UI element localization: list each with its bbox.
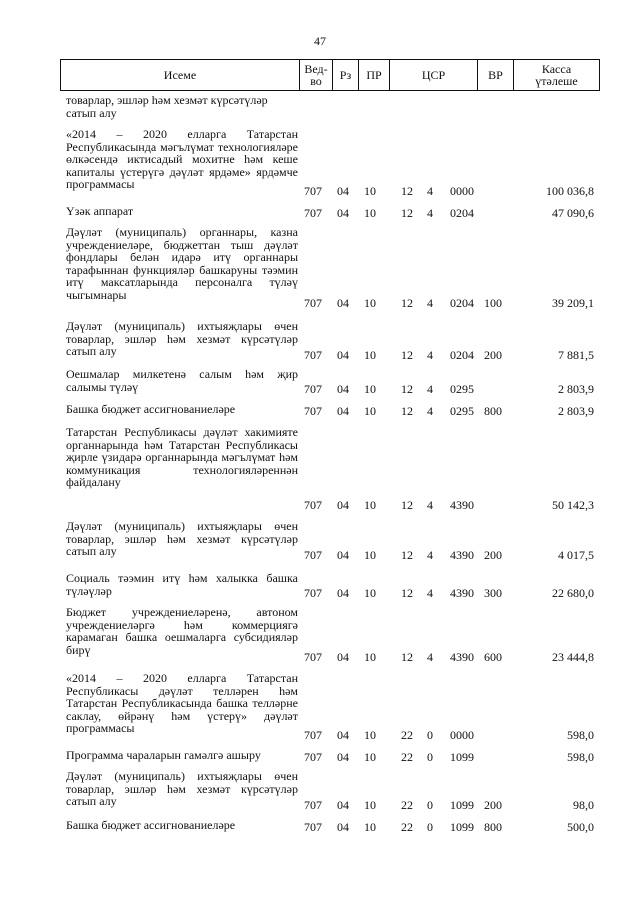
row-csr-code: 0295 (450, 404, 474, 418)
row-rz: 04 (337, 650, 349, 664)
row-name: Дәүләт (муниципаль) ихтыяҗлары өчен товарлар, эшләр һәм хезмәт күрсәтүләр сатып алу (66, 769, 298, 809)
row-pr: 10 (364, 296, 376, 310)
row-csr-program: 22 (401, 820, 413, 834)
row-pr: 10 (364, 206, 376, 220)
row-name: Дәүләт (муниципаль) ихтыяҗлары өчен товарлар, эшләр һәм хезмәт күрсәтүләр сатып алу (66, 319, 298, 359)
row-rz: 04 (337, 750, 349, 764)
row-csr-code: 1099 (450, 820, 474, 834)
row-csr-program: 12 (401, 498, 413, 512)
row-pr: 10 (364, 498, 376, 512)
table-header (60, 59, 600, 91)
row-rz: 04 (337, 206, 349, 220)
row-csr-subprogram: 4 (427, 348, 433, 362)
row-csr-subprogram: 4 (427, 206, 433, 220)
header-vr: ВР (477, 60, 513, 90)
row-csr-code: 4390 (450, 498, 474, 512)
row-ved: 707 (304, 348, 322, 362)
table-row (60, 572, 600, 600)
table-row (60, 204, 600, 220)
row-rz: 04 (337, 586, 349, 600)
row-vr: 200 (484, 798, 502, 812)
row-name: Бюджет учреждениеләренә, автоном учреждениеләргә һәм коммерциягә карамаган башка оешмаларга субсидияләр бирү (66, 605, 298, 657)
row-csr-program: 12 (401, 548, 413, 562)
row-csr-subprogram: 4 (427, 382, 433, 396)
row-rz: 04 (337, 382, 349, 396)
row-csr-subprogram: 4 (427, 296, 433, 310)
table-row (60, 226, 600, 310)
row-sum: 598,0 (567, 728, 594, 742)
row-sum: 98,0 (573, 798, 594, 812)
row-name: Дәүләт (муниципаль) органнары, казна учреждениеләре, бюджеттан тыш дәүләт фондлары белән идарә итү органнары тарафыннан функцияләр башкаруны тәэмин итү максатларында персоналга түләү чыгымнары (66, 225, 298, 302)
row-sum: 23 444,8 (552, 650, 594, 664)
row-csr-code: 0000 (450, 728, 474, 742)
row-csr-subprogram: 0 (427, 820, 433, 834)
row-csr-code: 0295 (450, 382, 474, 396)
table-row (60, 818, 600, 834)
row-pr: 10 (364, 548, 376, 562)
table-row (60, 368, 600, 396)
row-pr: 10 (364, 650, 376, 664)
row-csr-program: 12 (401, 296, 413, 310)
table-row (60, 520, 600, 562)
table-row (60, 770, 600, 812)
row-name: Татарстан Республикасы дәүләт хакимияте органнарында һәм Татарстан Республикасы җирле үзидарә органнарында мәгълүмат һәм коммуникация технологияләреннән файдалану (66, 425, 298, 490)
row-rz: 04 (337, 728, 349, 742)
row-csr-program: 12 (401, 348, 413, 362)
table-row (60, 426, 600, 512)
row-name: товарлар, эшләр һәм хезмәт күрсәтүләр сатып алу (66, 93, 268, 120)
row-rz: 04 (337, 296, 349, 310)
row-csr-code: 4390 (450, 586, 474, 600)
row-csr-subprogram: 4 (427, 548, 433, 562)
row-pr: 10 (364, 798, 376, 812)
row-ved: 707 (304, 296, 322, 310)
row-rz: 04 (337, 404, 349, 418)
row-pr: 10 (364, 382, 376, 396)
row-csr-subprogram: 0 (427, 750, 433, 764)
header-pr: ПР (358, 60, 389, 90)
row-csr-program: 12 (401, 206, 413, 220)
row-csr-code: 0000 (450, 184, 474, 198)
row-sum: 7 881,5 (558, 348, 594, 362)
row-pr: 10 (364, 184, 376, 198)
row-rz: 04 (337, 348, 349, 362)
page-number: 47 (314, 34, 326, 48)
table-row (60, 402, 600, 418)
row-vr: 800 (484, 404, 502, 418)
row-csr-program: 12 (401, 650, 413, 664)
table-row (60, 128, 600, 198)
row-rz: 04 (337, 548, 349, 562)
table-row (60, 320, 600, 362)
row-sum: 39 209,1 (552, 296, 594, 310)
row-ved: 707 (304, 404, 322, 418)
row-csr-subprogram: 4 (427, 404, 433, 418)
row-name: Оешмалар милкетенә салым һәм җир салымы түләү (66, 367, 298, 394)
row-csr-program: 22 (401, 728, 413, 742)
row-name: Башка бюджет ассигнованиеләре (66, 402, 236, 416)
row-pr: 10 (364, 820, 376, 834)
row-csr-code: 4390 (450, 650, 474, 664)
row-csr-subprogram: 4 (427, 184, 433, 198)
row-sum: 47 090,6 (552, 206, 594, 220)
row-csr-program: 22 (401, 750, 413, 764)
row-pr: 10 (364, 586, 376, 600)
row-vr: 600 (484, 650, 502, 664)
table-row (60, 93, 600, 121)
row-name: Үзәк аппарат (66, 204, 134, 218)
row-csr-program: 12 (401, 404, 413, 418)
row-csr-subprogram: 4 (427, 586, 433, 600)
row-name: Социаль тәэмин итү һәм халыкка башка түләүләр (66, 571, 298, 598)
row-name: «2014 – 2020 елларга Татарстан Республикасы дәүләт телләрен һәм Татарстан Республикасында башка телләрне саклау, өйрәнү һәм үстерү» дәүләт программасы (66, 671, 298, 736)
row-vr: 300 (484, 586, 502, 600)
row-csr-subprogram: 4 (427, 498, 433, 512)
row-csr-code: 0204 (450, 348, 474, 362)
row-csr-code: 1099 (450, 750, 474, 764)
row-ved: 707 (304, 206, 322, 220)
row-csr-program: 12 (401, 184, 413, 198)
row-csr-subprogram: 4 (427, 650, 433, 664)
row-ved: 707 (304, 586, 322, 600)
row-csr-code: 1099 (450, 798, 474, 812)
row-csr-code: 4390 (450, 548, 474, 562)
row-rz: 04 (337, 498, 349, 512)
row-rz: 04 (337, 820, 349, 834)
row-sum: 22 680,0 (552, 586, 594, 600)
row-vr: 200 (484, 348, 502, 362)
row-pr: 10 (364, 348, 376, 362)
table-row (60, 748, 600, 764)
table-row (60, 606, 600, 664)
row-csr-subprogram: 0 (427, 728, 433, 742)
row-ved: 707 (304, 184, 322, 198)
row-pr: 10 (364, 750, 376, 764)
row-sum: 100 036,8 (546, 184, 594, 198)
row-ved: 707 (304, 650, 322, 664)
row-name: Башка бюджет ассигнованиеләре (66, 818, 236, 832)
row-ved: 707 (304, 750, 322, 764)
row-csr-code: 0204 (450, 296, 474, 310)
row-name: Дәүләт (муниципаль) ихтыяҗлары өчен товарлар, эшләр һәм хезмәт күрсәтүләр сатып алу (66, 519, 298, 559)
table-row (60, 672, 600, 742)
row-sum: 598,0 (567, 750, 594, 764)
row-csr-program: 12 (401, 382, 413, 396)
row-vr: 100 (484, 296, 502, 310)
row-ved: 707 (304, 728, 322, 742)
header-name: Исеме (163, 68, 197, 82)
row-csr-program: 12 (401, 586, 413, 600)
header-csr: ЦСР (389, 60, 477, 90)
row-sum: 4 017,5 (558, 548, 594, 562)
row-sum: 2 803,9 (558, 382, 594, 396)
row-ved: 707 (304, 798, 322, 812)
row-sum: 500,0 (567, 820, 594, 834)
row-rz: 04 (337, 798, 349, 812)
row-name: «2014 – 2020 елларга Татарстан Республикасында мәгълүмат технологияләре өлкәсендә иктисадый мохитне һәм кеше капиталы үстерүгә дәүләт ярдәме» ярдәмче программасы (66, 127, 298, 192)
row-ved: 707 (304, 548, 322, 562)
row-pr: 10 (364, 728, 376, 742)
row-csr-subprogram: 0 (427, 798, 433, 812)
row-ved: 707 (304, 820, 322, 834)
row-vr: 800 (484, 820, 502, 834)
row-name: Программа чараларын гамәлгә ашыру (66, 748, 261, 762)
row-csr-program: 22 (401, 798, 413, 812)
row-pr: 10 (364, 404, 376, 418)
row-sum: 50 142,3 (552, 498, 594, 512)
header-rz: Рз (332, 60, 358, 90)
header-kassa: Касса үтәлеше (513, 60, 599, 90)
row-csr-code: 0204 (450, 206, 474, 220)
header-ved: Вед- во (299, 60, 332, 90)
row-ved: 707 (304, 498, 322, 512)
row-ved: 707 (304, 382, 322, 396)
row-rz: 04 (337, 184, 349, 198)
row-sum: 2 803,9 (558, 404, 594, 418)
row-vr: 200 (484, 548, 502, 562)
